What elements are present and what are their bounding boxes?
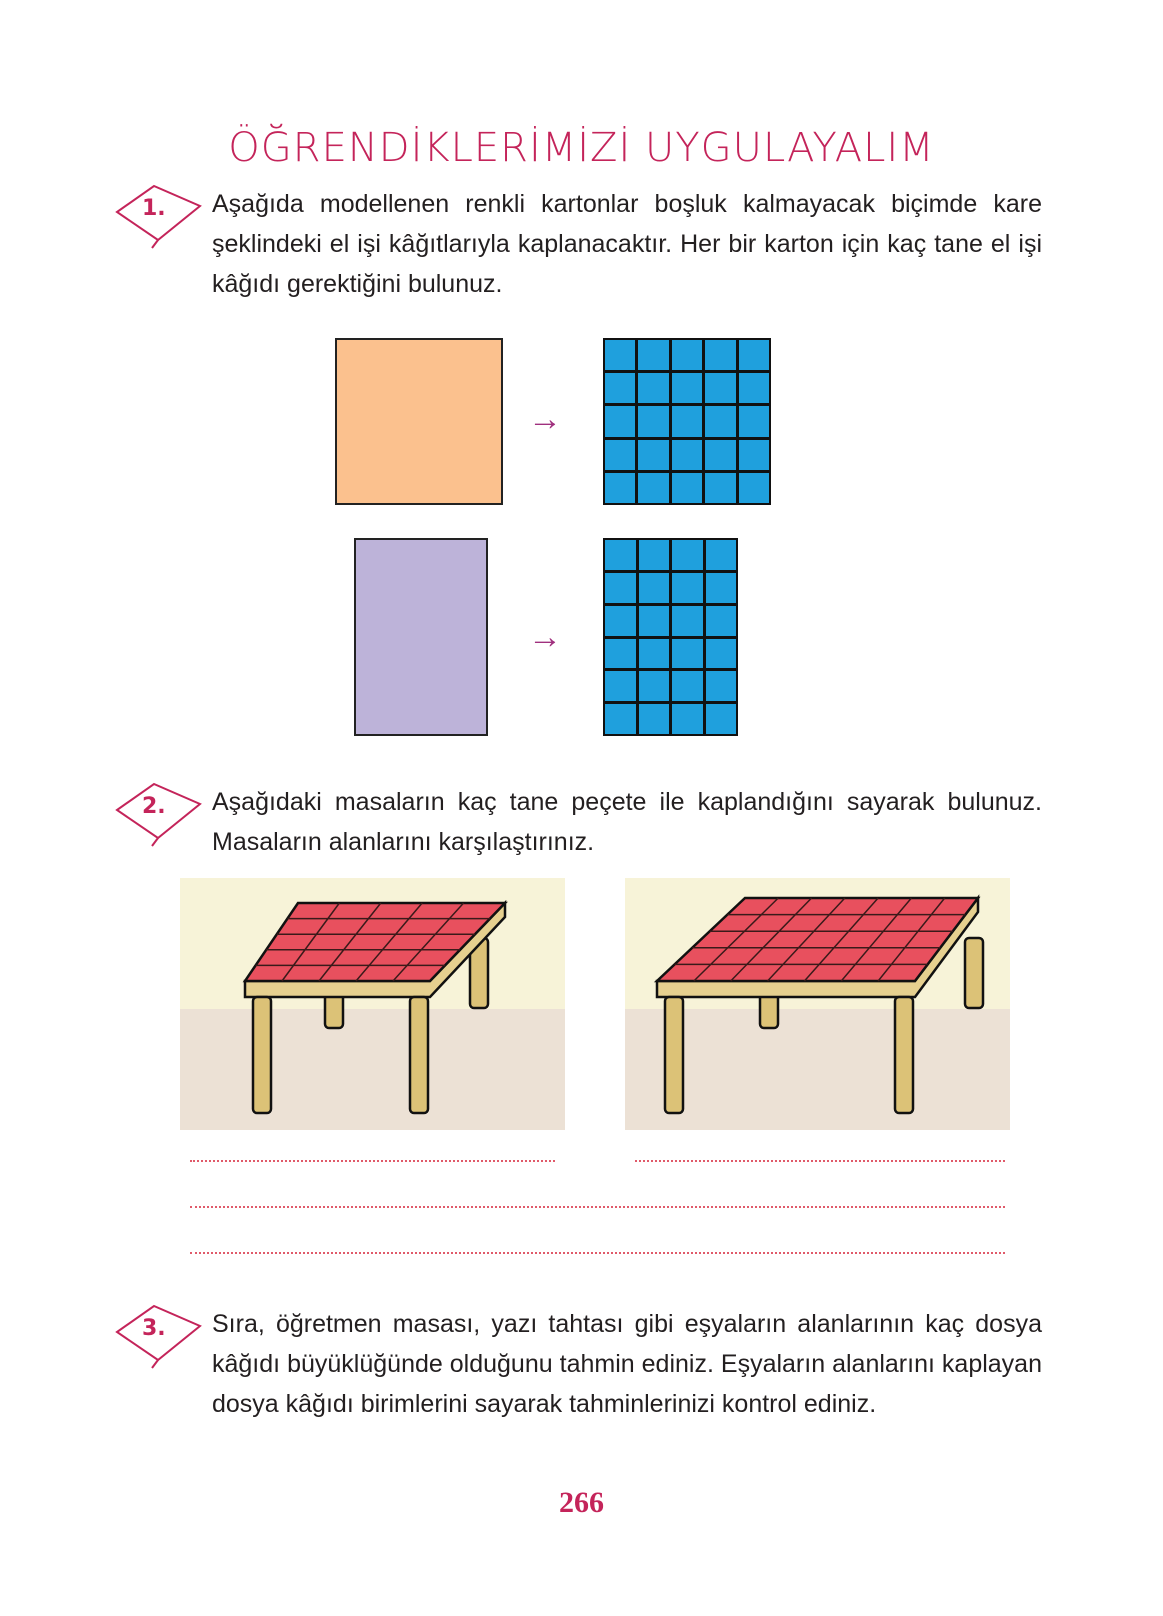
tile-grid-1	[603, 338, 771, 505]
tile	[639, 704, 670, 734]
tile	[638, 440, 668, 470]
answer-line[interactable]	[190, 1160, 555, 1162]
tile	[705, 473, 735, 503]
tile	[605, 406, 635, 436]
table-leg	[410, 997, 428, 1113]
question-number: 1.	[142, 196, 166, 221]
tile	[705, 340, 735, 370]
tile	[605, 440, 635, 470]
tile	[672, 671, 703, 701]
tile	[739, 473, 769, 503]
tile	[672, 473, 702, 503]
tile	[739, 373, 769, 403]
tile	[672, 406, 702, 436]
table-illustration	[180, 878, 565, 1130]
table-leg	[965, 938, 983, 1008]
tile	[705, 406, 735, 436]
tile	[706, 573, 737, 603]
tile	[706, 606, 737, 636]
tile	[638, 373, 668, 403]
tile	[672, 540, 703, 570]
question-3-text: Sıra, öğretmen masası, yazı tahtası gibi eşyaların alanlarının kaç dosya kâğıdı büyüklüğünde olduğunu tahmin ediniz. Eşyaların alanlarını kaplayan dosya kâğıdı birimlerini sayarak tahminlerinizi kontrol ediniz.	[212, 1310, 1042, 1418]
tile	[605, 704, 636, 734]
table-illustration	[625, 878, 1010, 1130]
tile	[639, 639, 670, 669]
tile	[739, 406, 769, 436]
tile	[639, 540, 670, 570]
answer-line[interactable]	[190, 1206, 1005, 1208]
tile	[605, 671, 636, 701]
page-number: 266	[559, 1486, 604, 1519]
tile	[605, 639, 636, 669]
napkin-covered-tabletop	[245, 903, 505, 981]
tile	[605, 540, 636, 570]
tile	[672, 340, 702, 370]
tile	[739, 440, 769, 470]
tile	[639, 671, 670, 701]
purple-carton	[354, 538, 488, 736]
orange-carton	[335, 338, 503, 505]
tile	[672, 639, 703, 669]
tile	[706, 639, 737, 669]
question-badge-1	[112, 180, 202, 250]
small-table-image	[180, 878, 565, 1130]
tile	[672, 573, 703, 603]
question-badge-3	[112, 1300, 202, 1370]
tile	[739, 340, 769, 370]
tile	[672, 373, 702, 403]
page-title: ÖĞRENDİKLERİMİZİ UYGULAYALIM	[228, 125, 935, 171]
tile	[672, 606, 703, 636]
table-leg	[895, 997, 913, 1113]
tile	[605, 573, 636, 603]
question-2-text: Aşağıdaki masaların kaç tane peçete ile kaplandığını sayarak bulunuz. Masaların alanlarını karşılaştırınız.	[212, 788, 1042, 856]
large-table-image	[625, 878, 1010, 1130]
arrow-icon: →	[528, 618, 562, 656]
tile	[706, 671, 737, 701]
tile	[638, 406, 668, 436]
question-number: 2.	[142, 794, 166, 819]
tile	[672, 704, 703, 734]
tile	[638, 340, 668, 370]
answer-line[interactable]	[635, 1160, 1005, 1162]
tile	[705, 440, 735, 470]
tile	[706, 704, 737, 734]
question-1-text: Aşağıda modellenen renkli kartonlar boşluk kalmayacak biçimde kare şeklindeki el işi kâğıtlarıyla kaplanacaktır. Her bir karton için kaç tane el işi kâğıdı gerektiğini bulunuz.	[212, 190, 1042, 298]
tile	[605, 473, 635, 503]
tile	[605, 373, 635, 403]
answer-line[interactable]	[190, 1252, 1005, 1254]
tile	[639, 606, 670, 636]
tile	[705, 373, 735, 403]
tile	[605, 606, 636, 636]
tile	[605, 340, 635, 370]
tile-grid-2	[603, 538, 738, 736]
tile	[672, 440, 702, 470]
arrow-icon: →	[528, 400, 562, 438]
tile	[706, 540, 737, 570]
question-badge-2	[112, 778, 202, 848]
table-leg	[665, 997, 683, 1113]
tile	[639, 573, 670, 603]
question-number: 3.	[142, 1316, 166, 1341]
table-leg	[253, 997, 271, 1113]
tile	[638, 473, 668, 503]
